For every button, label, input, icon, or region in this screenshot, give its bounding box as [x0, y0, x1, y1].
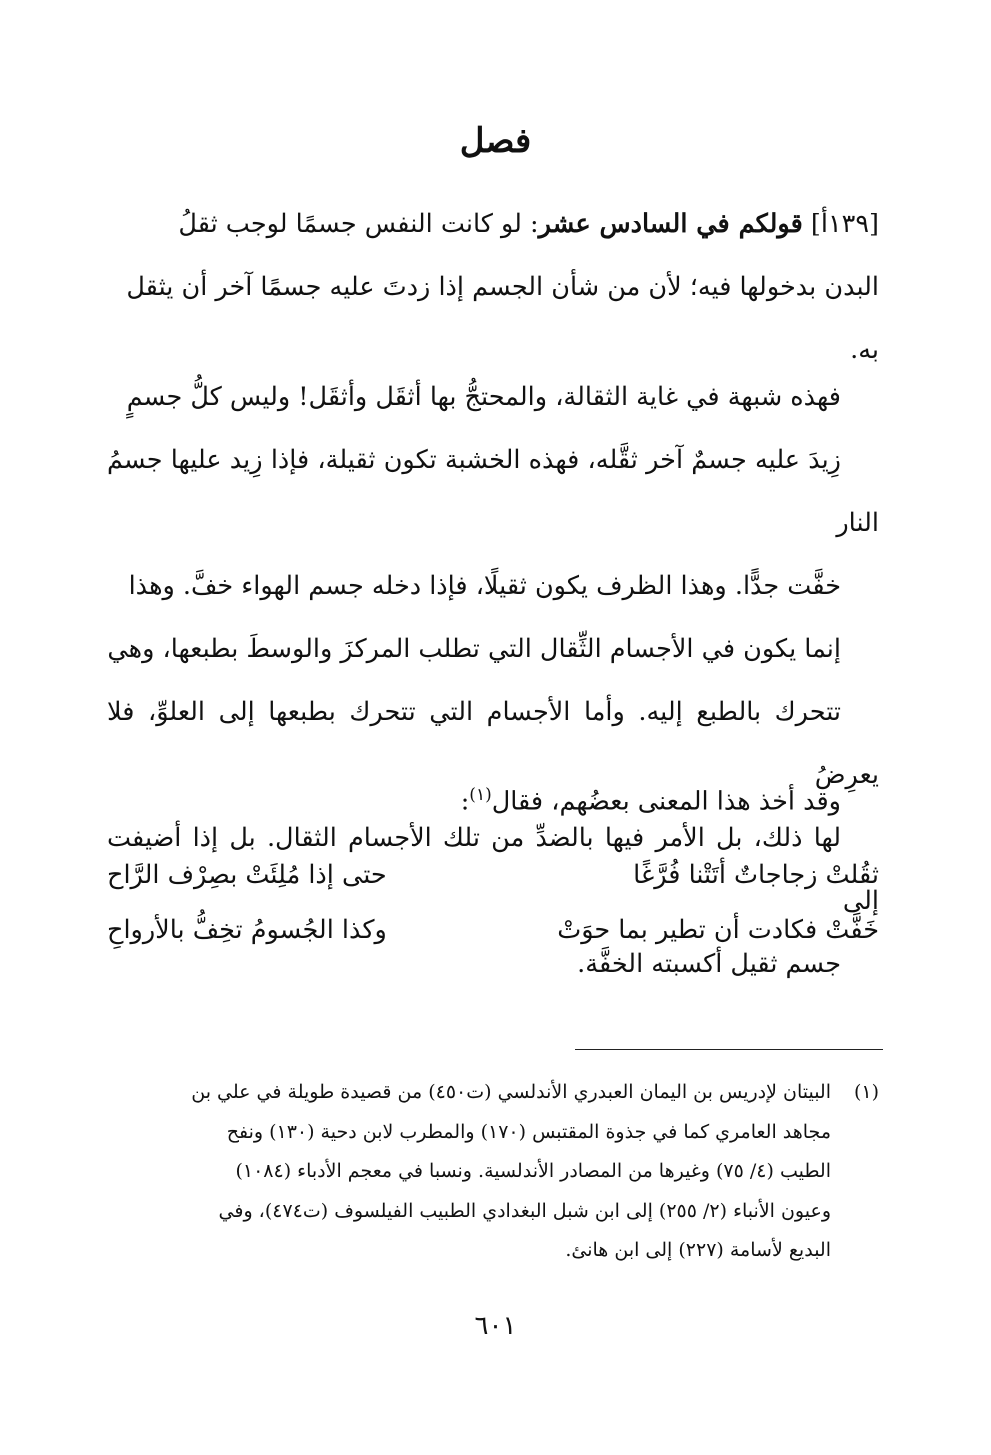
footnote-text — [107, 1073, 831, 1271]
response-line: لها ذلك، بل الأمر فيها بالضدِّ من تلك الأجسام الثقال. بل إذا أضيفت إلى — [107, 823, 879, 916]
footnote-line: البيتان لإدريس بن اليمان العبدري الأندلسي (ت٤٥٠) من قصيدة طويلة في علي بن — [191, 1081, 831, 1103]
response-line: إنما يكون في الأجسام الثِّقال التي تطلب المركزَ والوسطَ بطبعها، وهي — [107, 634, 841, 664]
response-line: جسم ثقيل أكسبته الخفَّة. — [577, 949, 841, 979]
verse-first-hemistich: خَفَّتْ فكادت أن تطير بما حوَتْ — [557, 915, 879, 945]
claim-lead: قولكم في السادس عشر — [538, 209, 803, 239]
poem-intro — [107, 770, 879, 827]
poem-intro-text: وقد أخذ هذا المعنى بعضُهم، فقال — [491, 786, 841, 817]
response-line: خفَّت جدًّا. وهذا الظرف يكون ثقيلًا، فإذا دخله جسم الهواء خفَّ. وهذا — [128, 571, 841, 601]
response-line: زِيدَ عليه جسمٌ آخر ثقَّله، فهذه الخشبة تكون ثقيلة، فإذا زِيد عليها جسمُ النار — [107, 445, 879, 538]
footnote — [107, 1073, 879, 1271]
claim-line-2: البدن بدخولها فيه؛ لأن من شأن الجسم إذا زدتَ عليه جسمًا آخر أن يثقل — [126, 272, 879, 302]
claim-line-1 — [107, 193, 879, 256]
footnote-divider — [575, 1049, 883, 1050]
poem-intro-colon: : — [460, 786, 470, 817]
manuscript-ref: [١٣٩أ] — [810, 209, 879, 239]
footnote-line: الطيب (٤/ ٧٥) وغيرها من المصادر الأندلسية. ونسبا في معجم الأدباء (١٠٨٤) — [235, 1160, 831, 1182]
footnote-number: (١) — [853, 1081, 879, 1103]
poem-verse — [107, 848, 879, 903]
response-line: فهذه شبهة في غاية الثقالة، والمحتجُّ بها أثقَل وأثقَل! وليس كلُّ جسمٍ — [126, 382, 841, 412]
response-line: تتحرك بالطبع إليه. وأما الأجسام التي تتحرك بطبعها إلى العلوِّ، فلا يعرِضُ — [107, 697, 879, 790]
verse-first-hemistich: ثقُلتْ زجاجاتٌ أتَتْنا فُرَّغًا — [633, 860, 879, 890]
page-number: ٦٠١ — [474, 1311, 517, 1341]
section-heading: فصل — [459, 121, 532, 161]
poem-verse — [107, 903, 879, 958]
footnote-line: البديع لأسامة (٢٢٧) إلى ابن هانئ. — [565, 1239, 831, 1261]
claim-line-1-text: : لو كانت النفس جسمًا لوجب ثقلُ — [178, 209, 539, 239]
paragraph-claim — [107, 193, 879, 382]
footnote-row — [107, 1073, 879, 1271]
footnote-line: مجاهد العامري كما في جذوة المقتبس (١٧٠) والمطرب لابن دحية (١٣٠) ونفح — [226, 1120, 831, 1143]
footnote-marker: (١) — [469, 785, 492, 805]
footnote-line: وعيون الأنباء (٢/ ٢٥٥) إلى ابن شبل البغدادي الطبيب الفيلسوف (ت٤٧٤)، وفي — [218, 1199, 831, 1222]
verse-second-hemistich: وكذا الجُسومُ تخِفُّ بالأرواحِ — [107, 915, 387, 945]
verse-second-hemistich: حتى إذا مُلِئَتْ بصِرْف الرَّاح — [107, 860, 387, 890]
poem — [107, 848, 879, 958]
claim-line-3: به. — [850, 335, 879, 365]
